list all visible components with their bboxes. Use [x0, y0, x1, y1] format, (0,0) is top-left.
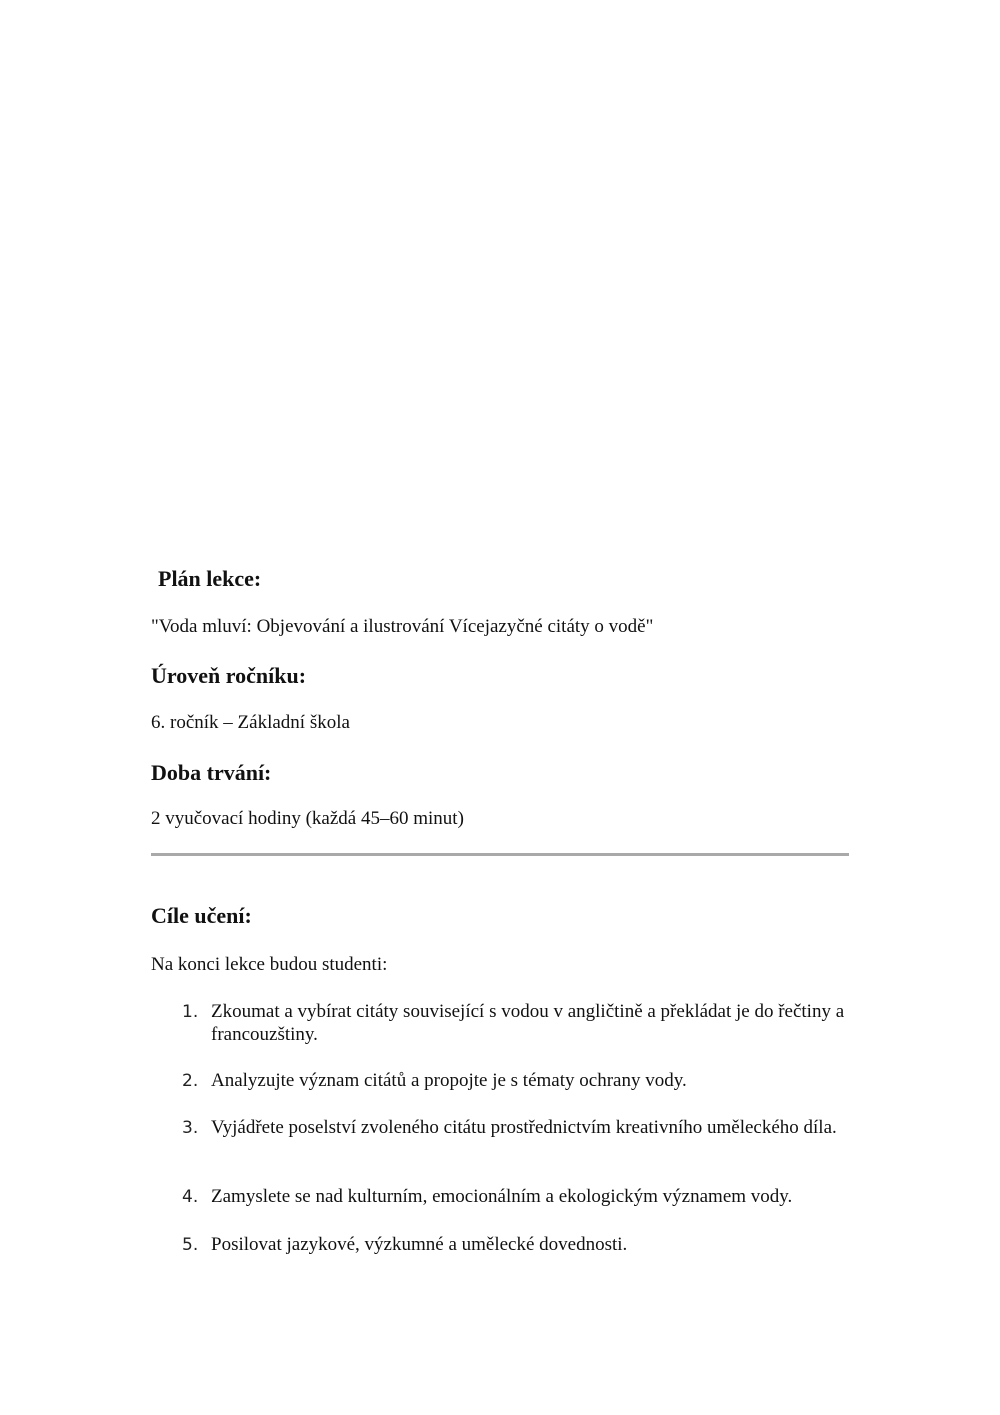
grade-value: 6. ročník – Základní škola — [151, 712, 350, 733]
goal-item: Vyjádřete poselství zvoleného citátu prostřednictvím kreativního uměleckého díla. — [211, 1117, 837, 1138]
goals-intro: Na konci lekce budou studenti: — [151, 954, 388, 975]
horizontal-divider — [151, 853, 849, 856]
duration-heading: Doba trvání: — [151, 760, 272, 785]
duration-value: 2 vyučovací hodiny (každá 45–60 minut) — [151, 808, 464, 829]
goal-item: Zamyslete se nad kulturním, emocionálním a ekologickým významem vody. — [211, 1186, 793, 1207]
grade-heading: Úroveň ročníku: — [151, 663, 307, 688]
plan-title: "Voda mluví: Objevování a ilustrování Vícejazyčné citáty o vodě" — [151, 616, 654, 637]
goal-number: 5. — [182, 1235, 199, 1255]
goals-heading: Cíle učení: — [151, 903, 252, 928]
goal-item: Zkoumat a vybírat citáty související s vodou v angličtině a překládat je do řečtiny a francouzštiny. — [211, 1001, 845, 1045]
plan-heading: Plán lekce: — [158, 566, 262, 591]
goal-item: Posilovat jazykové, výzkumné a umělecké dovednosti. — [211, 1234, 628, 1255]
goal-number: 4. — [182, 1187, 199, 1207]
goal-number: 3. — [182, 1118, 199, 1138]
goal-number: 2. — [182, 1071, 199, 1091]
goal-item: Analyzujte význam citátů a propojte je s tématy ochrany vody. — [211, 1070, 687, 1091]
goal-number: 1. — [182, 1002, 199, 1022]
